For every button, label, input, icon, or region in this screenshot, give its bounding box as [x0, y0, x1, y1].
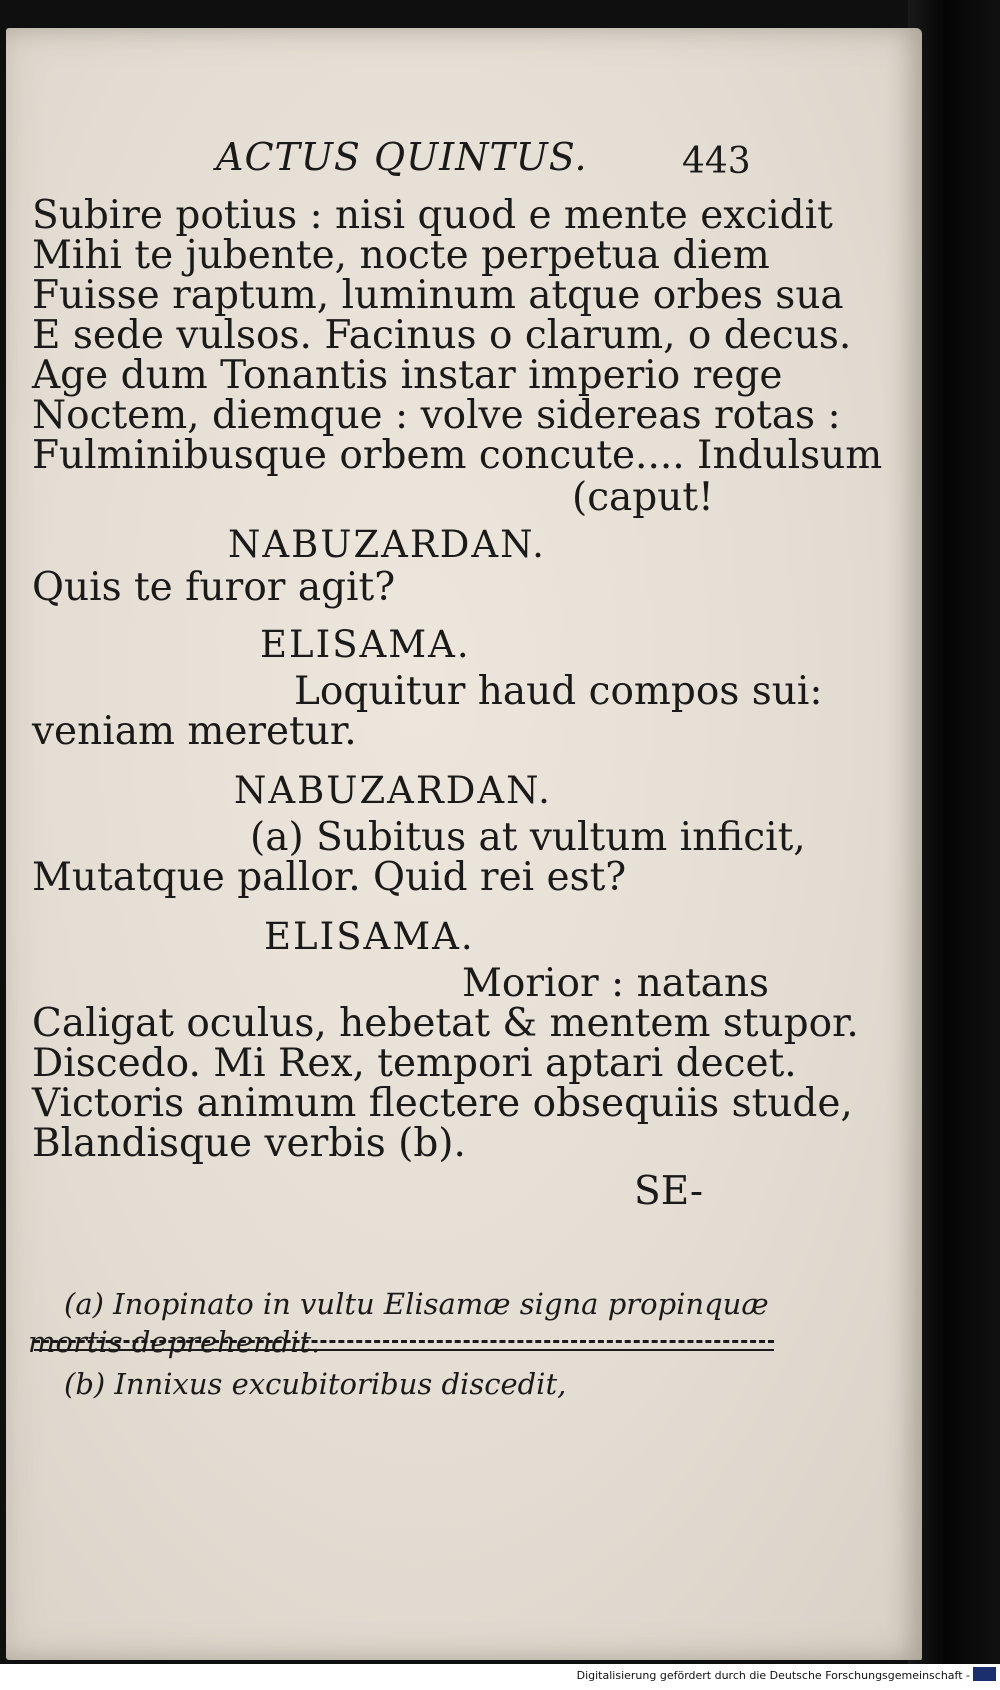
text-line-turnover: (caput!: [572, 475, 714, 520]
speaker-elisama: ELISAMA.: [260, 623, 471, 666]
text-line: Noctem, diemque : volve sidereas rotas :: [32, 393, 841, 438]
running-title: ACTUS QUINTUS.: [216, 135, 588, 179]
text-line: veniam meretur.: [32, 709, 357, 754]
text-line: Morior : natans: [462, 961, 770, 1006]
footnote-a-continued: mortis deprehendit.: [28, 1325, 321, 1359]
text-line: Mutatque pallor. Quid rei est?: [32, 855, 627, 900]
catchword: SE-: [634, 1169, 704, 1214]
text-line: E sede vulsos. Facinus o clarum, o decus.: [32, 313, 852, 358]
text-line: Fulminibusque orbem concute.... Indulsum: [32, 433, 883, 478]
text-line: Mihi te jubente, nocte perpetua diem: [32, 233, 770, 278]
text-line: (a) Subitus at vultum inficit,: [250, 815, 806, 860]
page-number: 443: [682, 141, 751, 182]
book-page: [6, 28, 922, 1660]
text-line: Loquitur haud compos sui:: [294, 669, 823, 714]
text-line: Quis te furor agit?: [32, 565, 396, 610]
footnote-a: (a) Inopinato in vultu Elisamæ signa propinquæ: [64, 1287, 769, 1321]
speaker-nabuzardan: NABUZARDAN.: [234, 769, 552, 812]
speaker-nabuzardan: NABUZARDAN.: [228, 523, 546, 566]
footnote-b: (b) Innixus excubitoribus discedit,: [64, 1367, 567, 1401]
dfg-logo: [973, 1667, 996, 1681]
text-line: Subire potius : nisi quod e mente excidit: [32, 193, 833, 238]
text-line: Caligat oculus, hebetat & mentem stupor.: [32, 1001, 859, 1046]
digitization-credit: Digitalisierung gefördert durch die Deutsche Forschungsgemeinschaft -: [576, 1669, 970, 1682]
text-line: Discedo. Mi Rex, tempori aptari decet.: [32, 1041, 797, 1086]
text-line: Fuisse raptum, luminum atque orbes sua: [32, 273, 844, 318]
text-line: Blandisque verbis (b).: [32, 1121, 466, 1166]
text-line: Age dum Tonantis instar imperio rege: [32, 353, 783, 398]
speaker-elisama: ELISAMA.: [264, 915, 475, 958]
text-line: Victoris animum flectere obsequiis stude,: [32, 1081, 853, 1126]
